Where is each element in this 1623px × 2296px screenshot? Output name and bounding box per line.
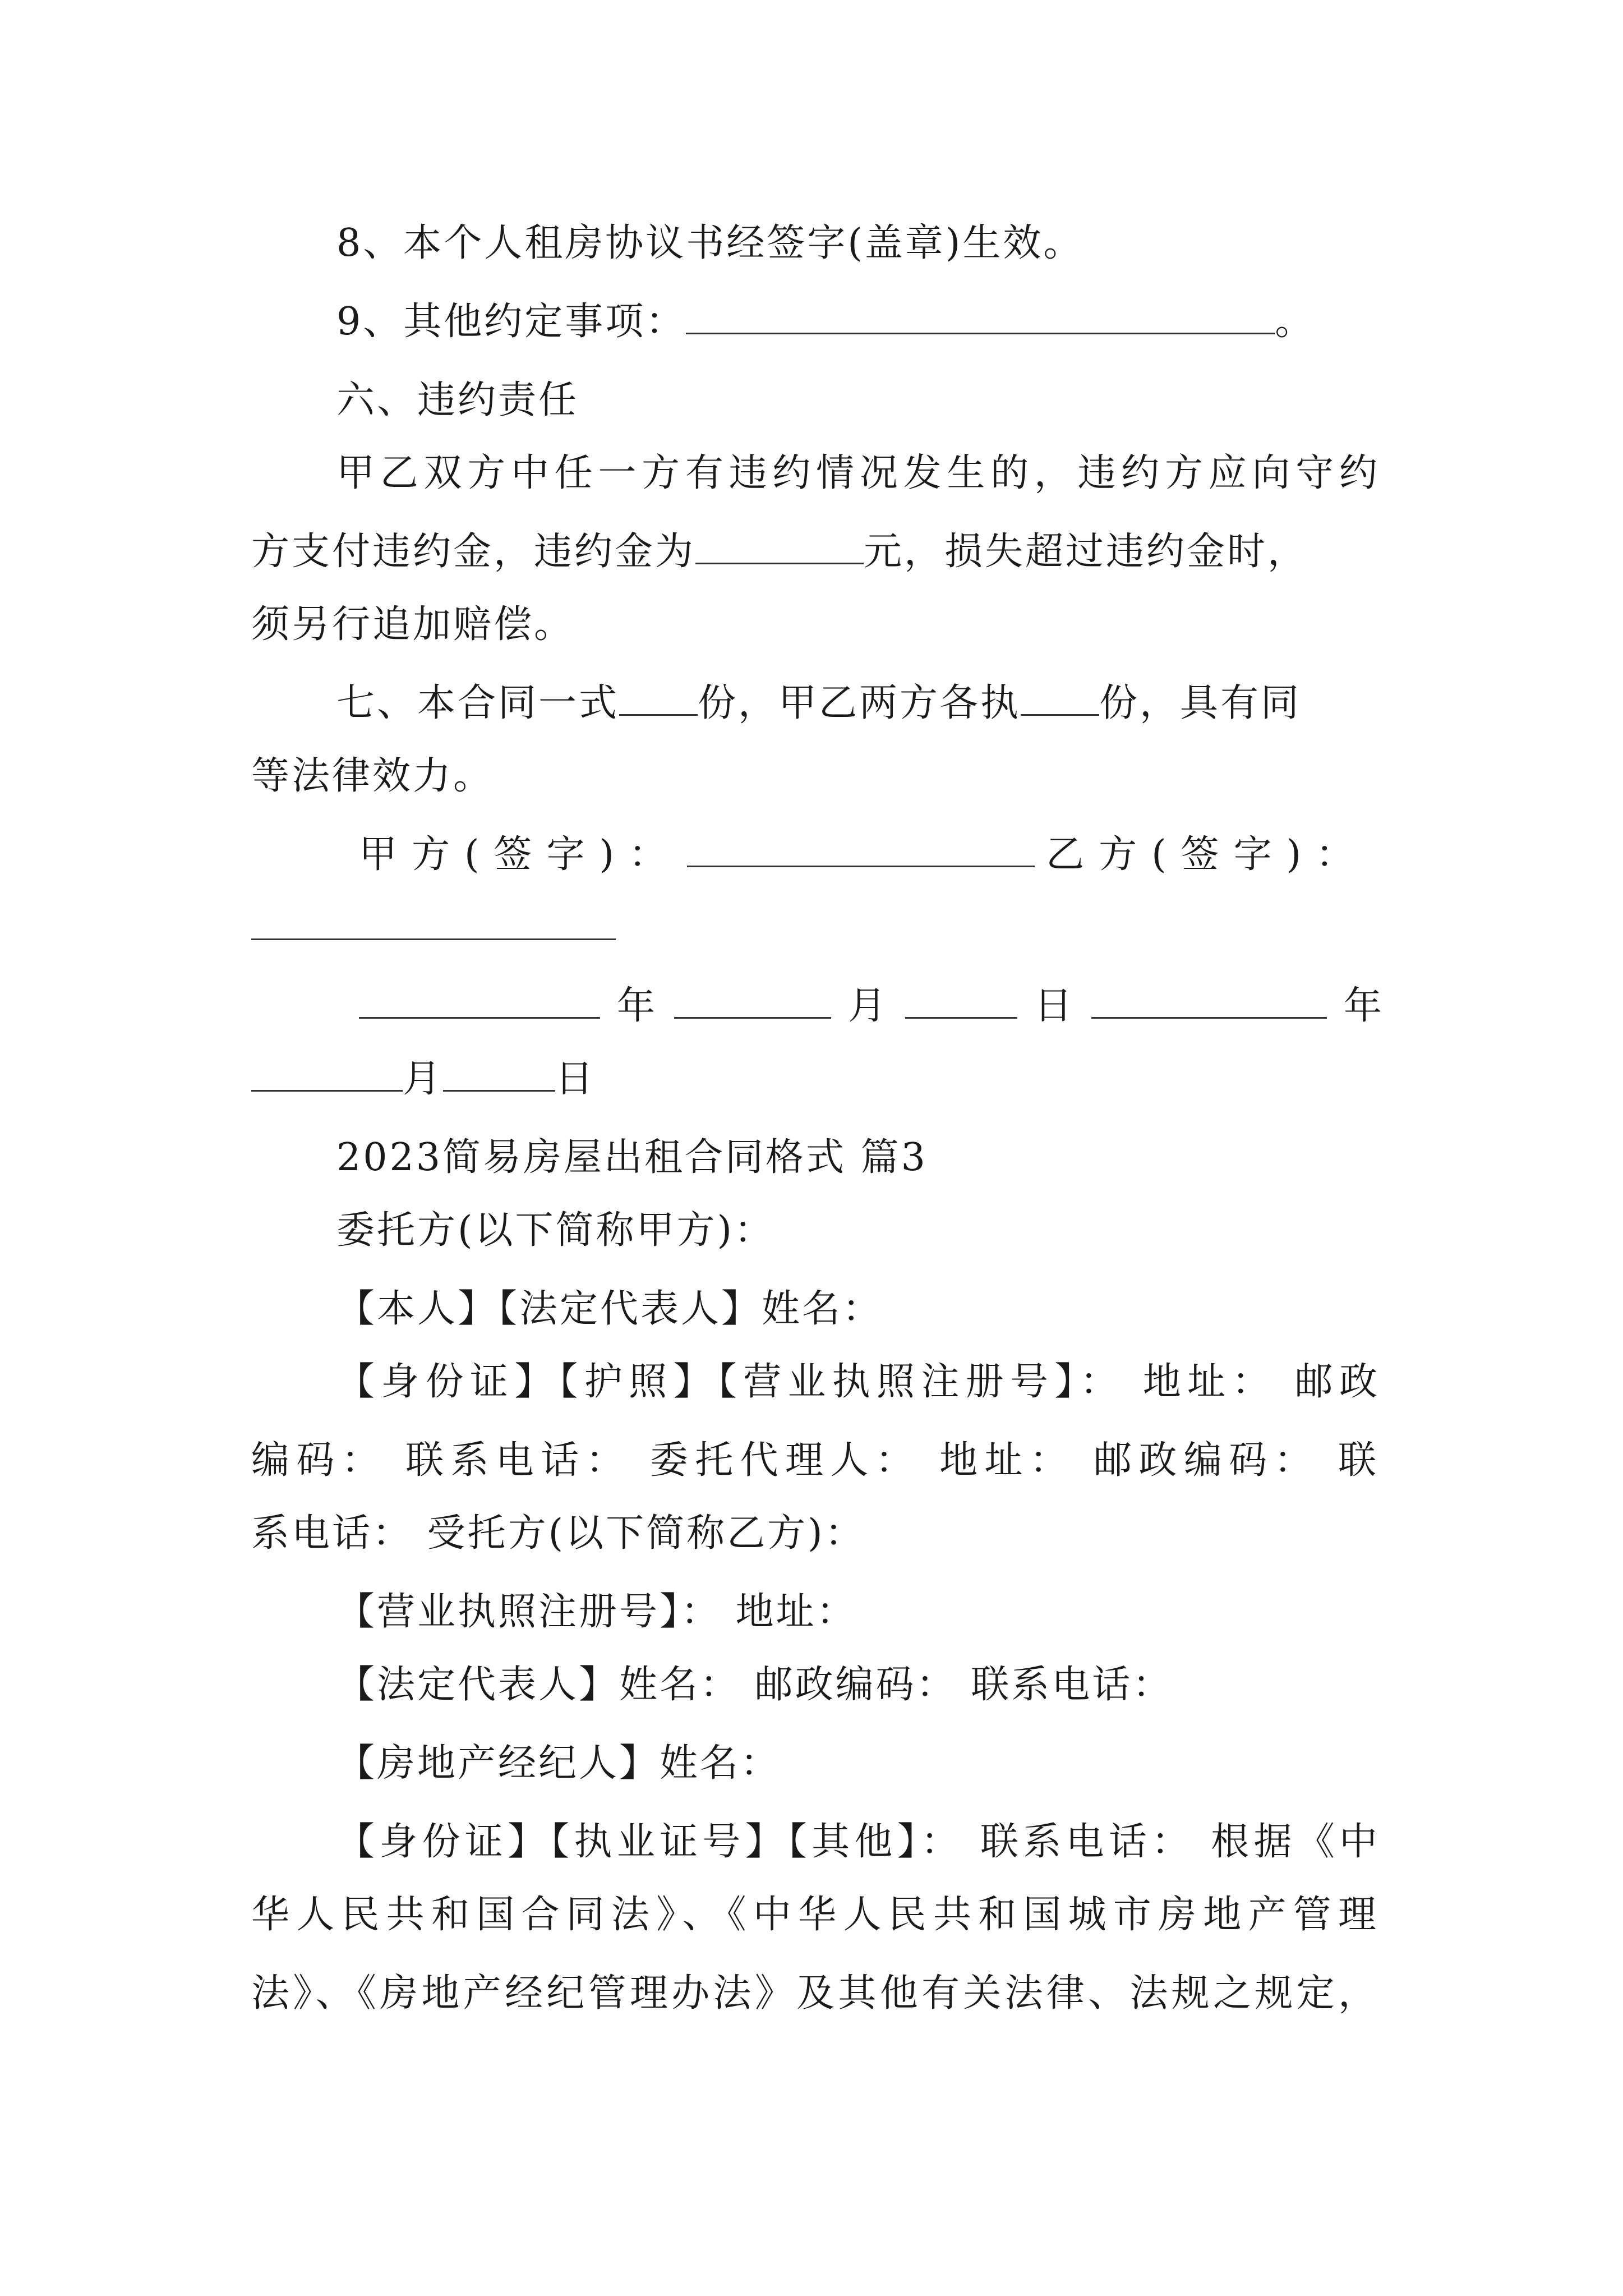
agent-intro-line — [251, 1508, 1395, 1559]
broker-id-text: 【身份证】【执业证号】【其他】： 联系电话： 根据《中 — [336, 1820, 1380, 1864]
agent-intro-text: 系电话： 受托方(以下简称乙方)： — [251, 1511, 865, 1556]
day-label-2: 日 — [555, 1057, 596, 1101]
month-label-2: 月 — [403, 1057, 444, 1101]
month-blank-2 — [251, 1056, 403, 1092]
section-7-line-2 — [251, 751, 1395, 802]
party-b-signature-blank-line — [251, 902, 1395, 954]
principal-id-text: 【身份证】【护照】【营业执照注册号】： 地址： 邮政 — [336, 1360, 1380, 1404]
penalty-text-2b: 元，损失超过违约金时， — [864, 530, 1308, 574]
principal-name-line — [336, 1283, 1402, 1335]
year-blank — [359, 983, 600, 1019]
year-label-2: 年 — [1344, 984, 1385, 1028]
clause-8 — [336, 218, 1402, 269]
day-blank — [905, 983, 1017, 1019]
clause-9-end: 。 — [1275, 300, 1316, 344]
year-blank-2 — [1091, 983, 1327, 1019]
legal-basis-text-1: 华人民共和国合同法》、《中华人民共和国城市房地产管理 — [251, 1893, 1378, 1937]
signature-line — [359, 829, 1503, 881]
date-line-1 — [359, 981, 1503, 1032]
blank-line — [1021, 680, 1099, 716]
section-7-text-c: 份，具有同 — [1099, 681, 1302, 725]
section-7-text-b: 份，甲乙两方各执 — [698, 681, 1021, 725]
section-7-text-d: 等法律效力。 — [251, 754, 494, 798]
agent-license-line — [336, 1586, 1402, 1638]
party-b-signature-blank — [251, 905, 616, 940]
clause-9-text: 9、其他约定事项： — [336, 300, 686, 344]
legal-basis-line-1 — [251, 1889, 1378, 1941]
penalty-text-3: 须另行追加赔偿。 — [251, 602, 575, 647]
penalty-paragraph-line-1 — [336, 448, 1380, 499]
legal-basis-line-2 — [251, 1968, 1378, 2019]
principal-id-line — [336, 1356, 1380, 1408]
part-3-title: 2023简易房屋出租合同格式 篇3 — [336, 1135, 928, 1180]
penalty-text-2a: 方支付违约金，违约金为 — [251, 530, 696, 574]
agent-license-text: 【营业执照注册号】： 地址： — [336, 1590, 857, 1634]
penalty-paragraph-line-2 — [251, 526, 1395, 578]
year-label: 年 — [617, 984, 658, 1028]
month-blank — [674, 983, 831, 1019]
date-line-2 — [251, 1053, 1395, 1105]
principal-name-text: 【本人】【法定代表人】姓名： — [336, 1287, 883, 1331]
party-b-signature-label: 乙方(签字)： — [1046, 832, 1369, 877]
penalty-text-1: 甲乙双方中任一方有违约情况发生的，违约方应向守约 — [336, 451, 1380, 495]
party-a-signature-label: 甲方(签字)： — [359, 832, 682, 877]
section-6-heading — [336, 375, 1402, 426]
broker-id-line — [336, 1816, 1380, 1868]
legal-basis-text-2: 法》、《房地产经纪管理办法》及其他有关法律、法规之规定， — [251, 1971, 1378, 2016]
principal-line — [336, 1205, 1402, 1257]
day-blank-2 — [443, 1056, 555, 1092]
section-7-text-a: 七、本合同一式 — [336, 681, 620, 725]
party-a-signature-blank — [687, 832, 1035, 867]
broker-line — [336, 1738, 1402, 1789]
blank-line — [686, 299, 1275, 334]
clause-8-text: 8、本个人租房协议书经签字(盖章)生效。 — [336, 221, 1084, 265]
principal-contact-text: 编码： 联系电话： 委托代理人： 地址： 邮政编码： 联 — [251, 1438, 1378, 1483]
clause-9 — [336, 296, 1402, 348]
principal-contact-line — [251, 1435, 1378, 1487]
broker-text: 【房地产经纪人】姓名： — [336, 1741, 781, 1786]
penalty-paragraph-line-3 — [251, 599, 1395, 651]
section-6-title: 六、违约责任 — [336, 378, 579, 422]
blank-line — [695, 529, 864, 564]
principal-text: 委托方(以下简称甲方)： — [336, 1208, 775, 1253]
blank-line — [619, 680, 698, 716]
section-7-line-1 — [336, 678, 1402, 729]
agent-representative-text: 【法定代表人】姓名： 邮政编码： 联系电话： — [336, 1663, 1173, 1707]
section-heading-part-3 — [336, 1132, 1402, 1184]
agent-representative-line — [336, 1659, 1402, 1711]
month-label: 月 — [848, 984, 889, 1028]
day-label: 日 — [1034, 984, 1075, 1028]
